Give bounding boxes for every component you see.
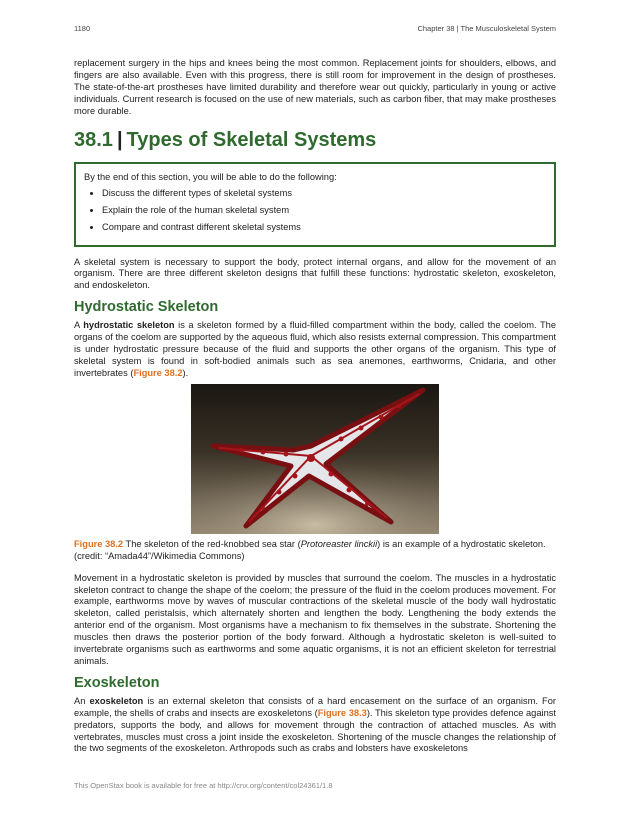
section-number: 38.1 bbox=[74, 128, 113, 151]
learning-objectives-box bbox=[74, 162, 556, 247]
section-separator: | bbox=[116, 128, 123, 151]
figure-label: Figure 38.2 bbox=[74, 538, 124, 549]
figure-38-2-caption bbox=[74, 539, 556, 563]
caption-text: ) is an example of a hydrostatic skeleton. (credit: “Amada44”/Wikimedia Commons) bbox=[74, 538, 546, 561]
objective-item: • Discuss the different types of skeletal systems bbox=[102, 188, 546, 199]
objective-item: • Explain the role of the human skeletal system bbox=[102, 205, 546, 216]
content bbox=[74, 58, 556, 755]
running-head bbox=[74, 24, 556, 33]
caption-text: The skeleton of the red-knobbed sea star ( bbox=[123, 538, 301, 549]
page-footer: This OpenStax book is available for free at http://cnx.org/content/col24361/1.8 bbox=[74, 781, 333, 790]
objectives-intro: By the end of this section, you will be able to do the following: bbox=[84, 171, 337, 182]
section-intro-paragraph: A skeletal system is necessary to support the body, protect internal organs, and allow for the movement of an organism. There are three different skeleton designs that fulfill these functions: hydrostatic skeleton, exoskeleton, and endoskeleton. bbox=[74, 256, 556, 291]
hydrostatic-heading: Hydrostatic Skeleton bbox=[74, 299, 219, 316]
sea-star-illustration bbox=[191, 384, 439, 534]
hydrostatic-paragraph-1 bbox=[74, 320, 556, 380]
objectives-list bbox=[84, 188, 546, 233]
figure-38-2-link[interactable]: Figure 38.2 bbox=[133, 367, 183, 378]
exoskeleton-paragraph-1 bbox=[74, 696, 556, 756]
text-run: ). bbox=[182, 367, 189, 378]
species-name: Protoreaster linckii bbox=[300, 538, 378, 549]
chapter-title: Chapter 38 | The Musculoskeletal System bbox=[417, 24, 556, 33]
sea-star-photo bbox=[191, 384, 439, 534]
text-run: is a skeleton formed by a fluid-filled compartment within the body, called the coelom. The organs of the coelom are supported by the aqueous fluid, which also resists external compression. This compartment is under hydrostatic pressure because of the fluid and supports the other organs of the organism. This type of skeletal system is found in soft-bodied animals such as sea anemones, earthworms, Cnidaria, and other invertebrates ( bbox=[74, 320, 556, 378]
text-run: is an external skeleton that consists of a hard encasement on the surface of an organism. For example, the shells of crabs and insects are exoskeletons ( bbox=[74, 695, 556, 718]
page-number: 1180 bbox=[74, 24, 91, 33]
key-term-exoskeleton: exoskeleton bbox=[89, 695, 144, 706]
key-term-hydrostatic-skeleton: hydrostatic skeleton bbox=[83, 320, 175, 331]
figure-38-3-link[interactable]: Figure 38.3 bbox=[317, 707, 367, 718]
intro-paragraph: replacement surgery in the hips and knees being the most common. Replacement joints for shoulders, elbows, and fingers are also available. Even with this progress, there is still room for improvement in the design of prostheses. The state-of-the-art prostheses have limited durability and therefore wear out quickly, particularly in young or active individuals. Current research is focused on the use of new materials, such as carbon fiber, that may make prostheses more durable. bbox=[74, 58, 556, 116]
text-run: A bbox=[74, 320, 84, 331]
text-run: ). This skeleton type provides defence against predators, supports the body, and allows for movement through the contraction of attached muscles. As with vertebrates, muscles must cross a joint inside the exoskeleton. Shortening of the muscle changes the relationship of the two segments of the exoskeleton. Arthropods such as crabs and lobsters have exoskeletons bbox=[74, 707, 556, 754]
section-title: Types of Skeletal Systems bbox=[126, 128, 377, 151]
text-run: An bbox=[74, 695, 90, 706]
hydrostatic-paragraph-2: Movement in a hydrostatic skeleton is provided by muscles that surround the coelom. The muscles in a hydrostatic skeleton contract to change the shape of the coelom; the pressure of the fluid in the coelom produces movement. For example, earthworms move by waves of muscular contractions of the skeletal muscle of the body wall hydrostatic skeleton, called peristalsis, which alternately shorten and lengthen the body. Lengthening the body extends the anterior end of the organism. Most organisms have a mechanism to fix themselves in the substrate. Shortening the muscles then draws the posterior portion of the body forward. Although a hydrostatic skeleton is well-suited to invertebrate organisms such as earthworms and some aquatic organisms, it is not an efficient skeleton for terrestrial animals. bbox=[74, 572, 556, 666]
objective-item: • Compare and contrast different skeletal systems bbox=[102, 222, 546, 233]
section-heading bbox=[74, 128, 556, 152]
exoskeleton-heading: Exoskeleton bbox=[74, 674, 160, 691]
